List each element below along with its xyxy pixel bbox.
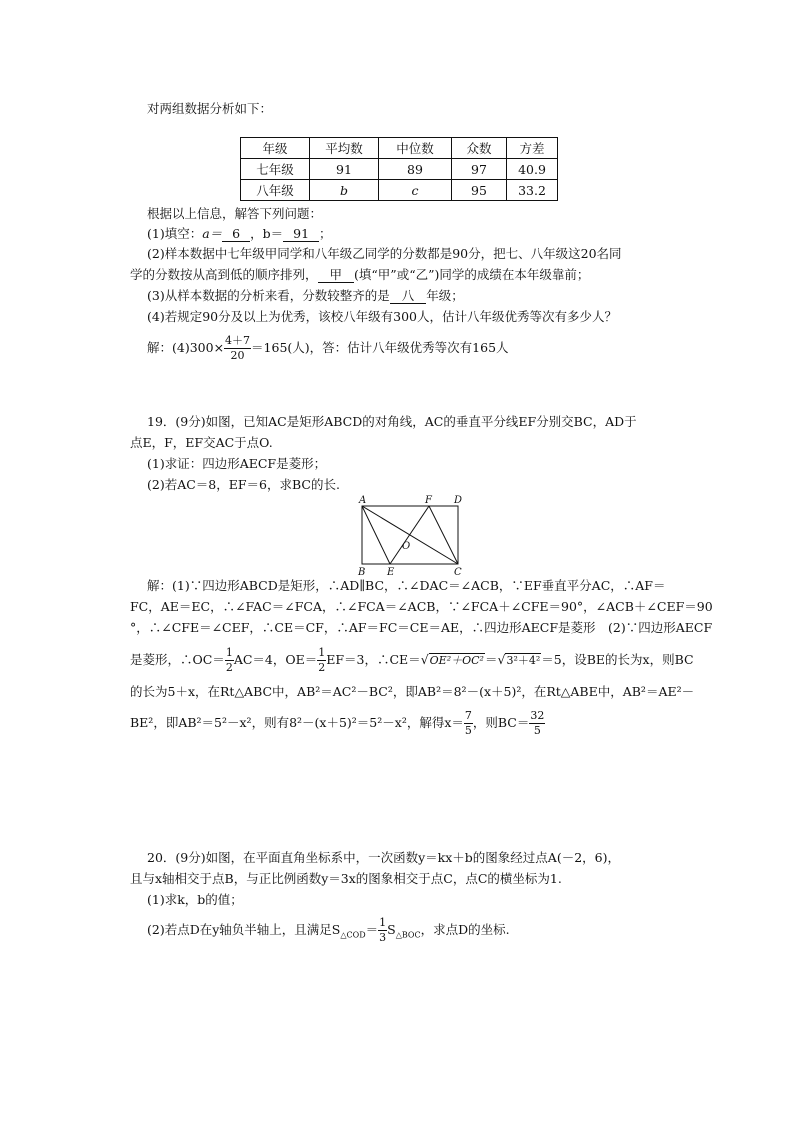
answer-part2: 甲 xyxy=(318,267,355,283)
table-header-cell: 中位数 xyxy=(379,138,452,159)
fraction xyxy=(224,334,251,363)
q20-part1: (1)求k，b的值； xyxy=(147,892,243,907)
label-a: A xyxy=(359,495,367,506)
q18-part3-text: (3)从样本数据的分析来看，分数较整齐的是 xyxy=(147,288,390,303)
q18-part1 xyxy=(147,225,332,243)
sqrt-expression: 3²＋4² xyxy=(506,654,541,667)
q18-part2-line2 xyxy=(130,266,589,284)
table-cell: 91 xyxy=(310,159,379,180)
fraction-numerator: 1 xyxy=(225,646,233,659)
table-header-cell: 众数 xyxy=(452,138,507,159)
answer-b: 91 xyxy=(283,226,319,242)
table-cell: 89 xyxy=(379,159,452,180)
q18-part1-end: ； xyxy=(319,226,332,241)
var-a-label: a＝ xyxy=(202,226,223,241)
table-header-row xyxy=(241,138,558,159)
intro-text: 对两组数据分析如下： xyxy=(147,101,273,116)
table-cell: b xyxy=(310,180,379,201)
solution-text: EF＝3，∴CE＝ xyxy=(326,652,421,667)
fraction-third xyxy=(378,916,387,945)
solution-text: ＝ xyxy=(484,652,498,667)
area-symbol: S xyxy=(387,922,396,937)
q18-part3-tail: 年级； xyxy=(426,288,464,303)
table-cell: 95 xyxy=(452,180,507,201)
q18-part3 xyxy=(147,287,464,305)
fraction-bc xyxy=(529,709,545,738)
stats-table xyxy=(240,137,558,201)
label-d: D xyxy=(454,495,463,506)
solution-text: 解：(4)300× xyxy=(147,340,225,355)
solution-text: 是菱形，∴OC＝ xyxy=(130,652,225,667)
answer-part3: 八 xyxy=(390,288,427,304)
solution-text: BE²，即AB²＝5²－x²，则有8²－(x＋5)²＝5²－x²，解得x＝ xyxy=(130,715,464,730)
q19-solution-line4: 是菱形，∴OC＝ $\frac{1}{2}$ AC＝4，OE＝ $\frac{1}{2}$ EF＝3，∴CE＝√OE²＋OC²＝√3²＋4²＝5，设BE的长为x，则BC xyxy=(130,646,694,674)
q19-stem-line2: 点E，F，EF交AC于点O. xyxy=(130,435,273,450)
label-c: C xyxy=(454,567,462,576)
table-row xyxy=(241,159,558,180)
fraction-numerator: 1 xyxy=(379,916,387,929)
segment-ef xyxy=(390,506,429,564)
label-b: B xyxy=(358,567,366,576)
table-header-cell: 年级 xyxy=(241,138,310,159)
table-row xyxy=(241,180,558,201)
table-cell: 33.2 xyxy=(507,180,558,201)
q18-prompt: 根据以上信息，解答下列问题： xyxy=(147,206,323,221)
q20-part2-text: (2)若点D在y轴负半轴上，且满足S xyxy=(147,922,341,937)
q18-part2-text: 学的分数按从高到低的顺序排列， xyxy=(130,267,318,282)
equals-sign: ＝ xyxy=(365,922,379,937)
q20-part2 xyxy=(147,915,510,951)
fraction-half xyxy=(225,646,234,675)
q20-part2-tail: ，求点D的坐标. xyxy=(420,922,510,937)
q18-solution xyxy=(147,333,509,363)
fraction-numerator: 4＋7 xyxy=(225,334,251,347)
table-cell: 七年级 xyxy=(241,159,310,180)
fraction-denominator: 5 xyxy=(464,724,472,737)
table-header-cell: 方差 xyxy=(507,138,558,159)
label-f: F xyxy=(425,495,432,506)
q18-part4: (4)若规定90分及以上为优秀，该校八年级有300人，估计八年级优秀等次有多少人？ xyxy=(147,309,617,324)
q19-stem-line1: 19．(9分)如图，已知AC是矩形ABCD的对角线，AC的垂直平分线EF分别交BC，AD于 xyxy=(147,414,637,429)
label-o: O xyxy=(402,541,411,552)
fraction-denominator: 3 xyxy=(379,931,387,944)
q19-part1: (1)求证：四边形AECF是菱形； xyxy=(147,456,327,471)
fraction-denominator: 5 xyxy=(533,724,541,737)
table-cell: 八年级 xyxy=(241,180,310,201)
q18-part2-line1: (2)样本数据中七年级甲同学和八年级乙同学的分数都是90分，把七、八年级这20名同 xyxy=(147,246,622,261)
q19-solution-line1: 解：(1)∵四边形ABCD是矩形，∴AD∥BC，∴∠DAC＝∠ACB，∵EF垂直平分AC，∴AF＝ xyxy=(147,578,666,593)
q20-stem-line1: 20．(9分)如图，在平面直角坐标系中，一次函数y＝kx＋b的图象经过点A(－2，6)， xyxy=(147,850,620,865)
subscript-cod: △COD xyxy=(340,930,366,940)
fraction-numerator: 32 xyxy=(530,709,545,722)
var-b-label: ，b＝ xyxy=(250,226,284,241)
table-cell: 40.9 xyxy=(507,159,558,180)
fraction-half xyxy=(317,646,326,675)
label-e: E xyxy=(387,567,395,576)
fraction-x xyxy=(464,709,473,738)
q19-solution-line3: °，∴∠CFE＝∠CEF，∴CE＝CF，∴AF＝FC＝CE＝AE，∴四边形AECF是菱形 (2)∵四边形AECF xyxy=(130,620,713,635)
fraction-denominator: 2 xyxy=(225,661,233,674)
solution-text: ，则BC＝ xyxy=(472,715,530,730)
table-cell: 97 xyxy=(452,159,507,180)
answer-a: 6 xyxy=(222,226,250,242)
q18-part2-tail: (填“甲”或“乙”)同学的成绩在本年级靠前； xyxy=(354,267,590,282)
q18-part1-label: (1)填空： xyxy=(147,226,203,241)
table-header-cell: 平均数 xyxy=(310,138,379,159)
rectangle-figure xyxy=(352,492,472,576)
solution-text: AC＝4，OE＝ xyxy=(233,652,318,667)
sqrt-expression: OE²＋OC² xyxy=(429,654,484,667)
subscript-boc: △BOC xyxy=(395,930,421,940)
q19-solution-line5: 的长为5＋x，在Rt△ABC中，AB²＝AC²－BC²，即AB²＝8²－(x＋5)²，在Rt△ABE中，AB²＝AE²－ xyxy=(130,684,695,699)
fraction-denominator: 20 xyxy=(230,349,245,362)
fraction-numerator: 1 xyxy=(318,646,326,659)
solution-text-end: ＝165(人)，答：估计八年级优秀等次有165人 xyxy=(251,340,509,355)
q20-stem-line2: 且与x轴相交于点B，与正比例函数y＝3x的图象相交于点C，点C的横坐标为1. xyxy=(130,871,562,886)
table-cell: c xyxy=(379,180,452,201)
q19-solution-line2: FC，AE＝EC，∴∠FAC＝∠FCA，∴∠FCA＝∠ACB，∵∠FCA＋∠CFE＝90°，∠ACB＋∠CEF＝90 xyxy=(130,599,713,614)
fraction-numerator: 7 xyxy=(464,709,472,722)
solution-text: ＝5，设BE的长为x，则BC xyxy=(541,652,694,667)
q19-part2: (2)若AC＝8，EF＝6，求BC的长. xyxy=(147,477,340,492)
q19-solution-line6 xyxy=(130,708,545,738)
fraction-denominator: 2 xyxy=(318,661,326,674)
